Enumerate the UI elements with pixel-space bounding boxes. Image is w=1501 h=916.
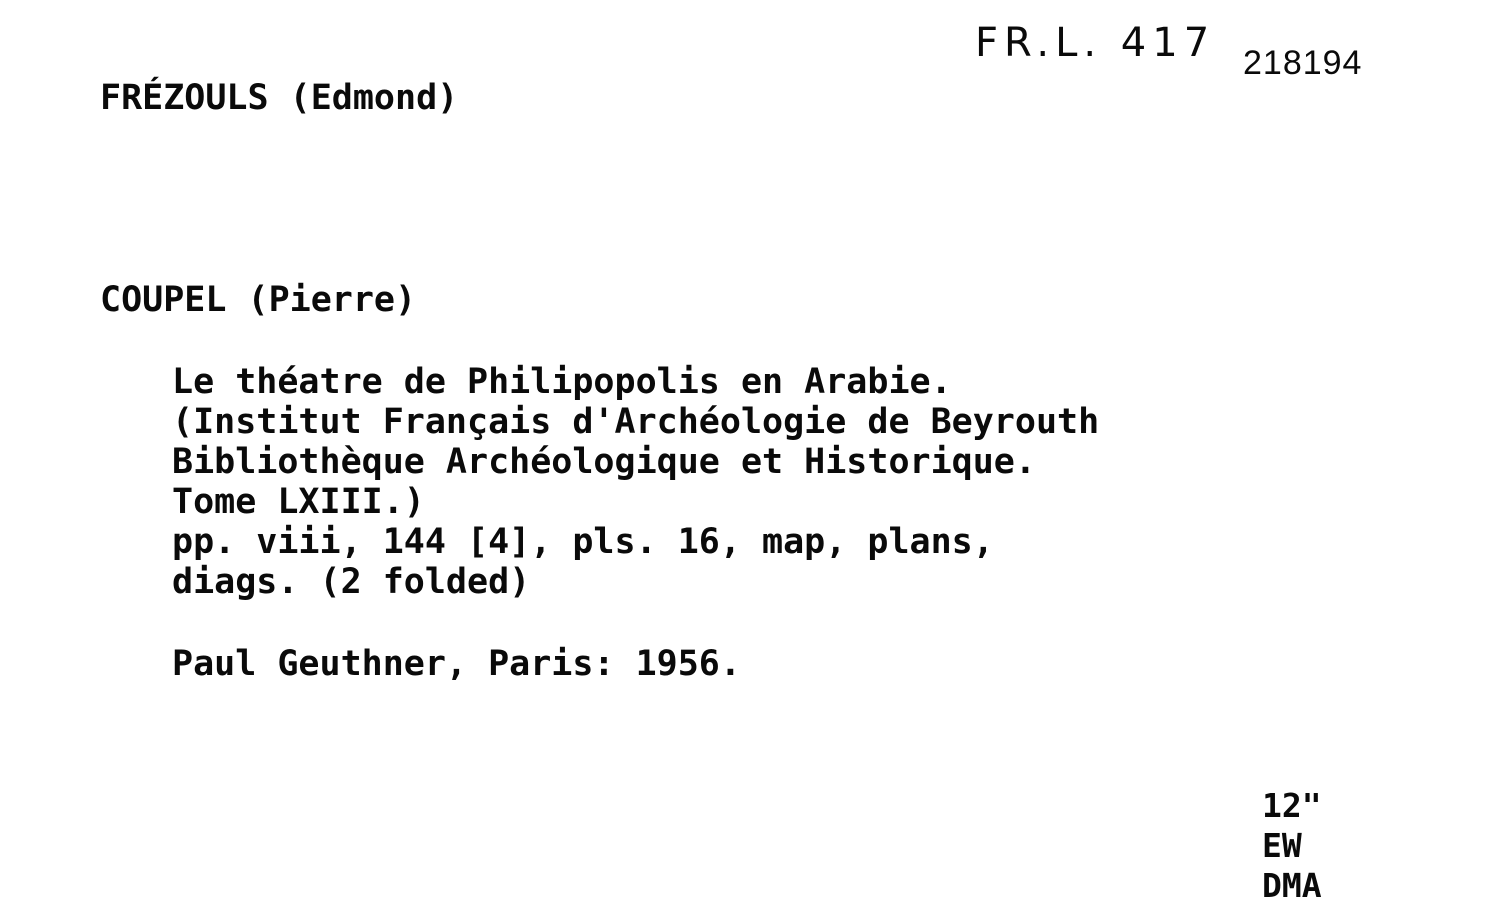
handwritten-reference: FR.L. 417 (975, 20, 1216, 66)
size-note: 12" (1262, 786, 1322, 825)
collation-line: diags. (2 folded) (172, 562, 531, 602)
accession-number: 218194 (1243, 44, 1363, 82)
heading-author: FRÉZOULS (Edmond) (100, 78, 459, 118)
author: COUPEL (Pierre) (100, 280, 417, 320)
code-note: DMA (1262, 866, 1322, 905)
series-line: Bibliothèque Archéologique et Historique. (172, 442, 1036, 482)
collation-line: pp. viii, 144 [4], pls. 16, map, plans, (172, 522, 994, 562)
description-block (172, 362, 1099, 602)
code-note: EW (1262, 826, 1302, 865)
series-line: (Institut Français d'Archéologie de Beyrouth (172, 402, 1100, 442)
corner-notes (1262, 786, 1322, 906)
series-line: Tome LXIII.) (172, 482, 425, 522)
title-line: Le théatre de Philipopolis en Arabie. (172, 362, 952, 402)
imprint: Paul Geuthner, Paris: 1956. (172, 644, 741, 684)
